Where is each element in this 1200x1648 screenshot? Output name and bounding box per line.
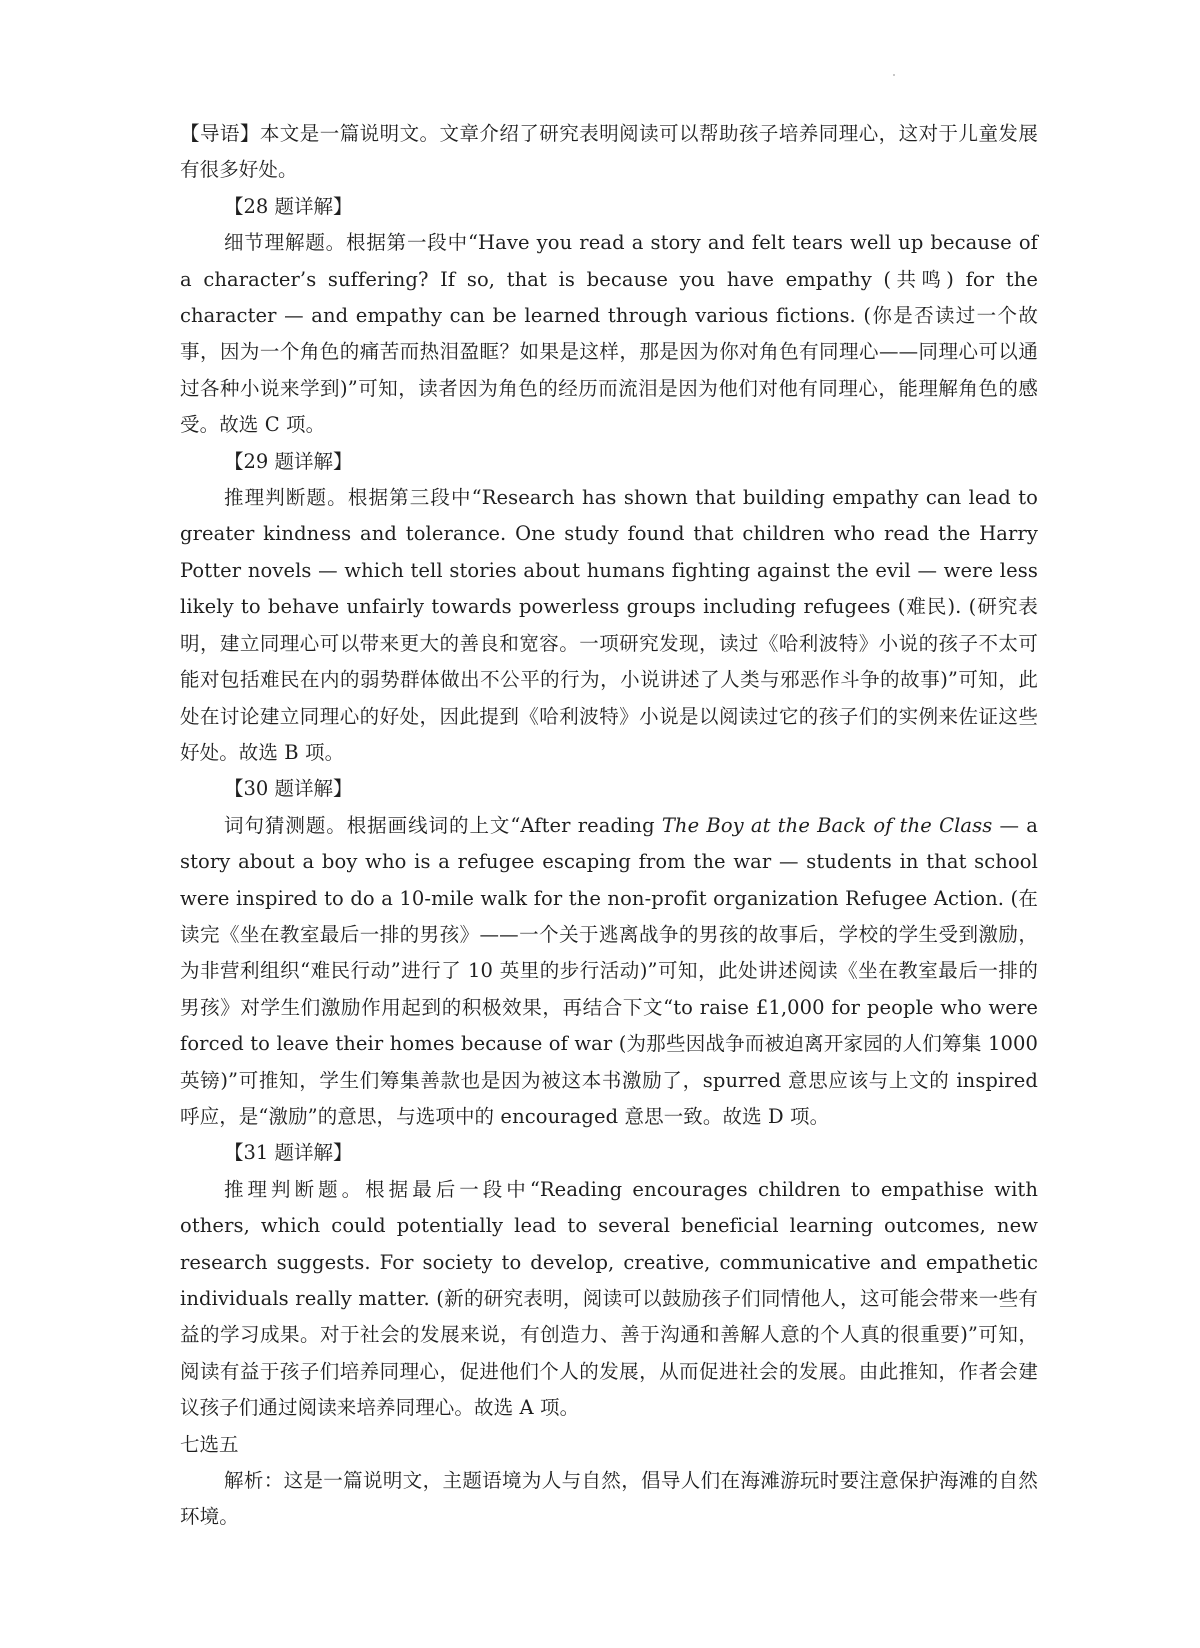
question-31-explanation: 推理判断题。根据最后一段中“Reading encourages children to empathise with others, which could potentially lead to several beneficial learning outcomes, new research suggests. For society to develop, creative, communicative and empathetic individuals really matter. (新的研究表明，阅读可以鼓励孩子们同情他人，这可能会带来一些有益的学习成果。对于社会的发展来说，有创造力、善于沟通和善解人意的个人真的很重要)”可知，阅读有益于孩子们培养同理心，促进他们个人的发展，从而促进社会的发展。由此推知，作者会建议孩子们通过阅读来培养同理心。故选 A 项。 bbox=[180, 1177, 1038, 1420]
scan-speck bbox=[893, 74, 895, 76]
question-28-heading: 【28 题详解】 bbox=[224, 194, 353, 218]
analysis-paragraph: 解析：这是一篇说明文，主题语境为人与自然，倡导人们在海滩游玩时要注意保护海滩的自然环境。 bbox=[180, 1469, 1038, 1529]
book-title: The Boy at the Back of the Class bbox=[661, 813, 993, 837]
question-29-heading: 【29 题详解】 bbox=[224, 449, 353, 473]
question-31-heading: 【31 题详解】 bbox=[224, 1141, 353, 1165]
part-title: 七选五 bbox=[180, 1432, 239, 1456]
intro-paragraph: 【导语】本文是一篇说明文。文章介绍了研究表明阅读可以帮助孩子培养同理心，这对于儿童发展有很多好处。 bbox=[180, 122, 1038, 182]
question-30-heading: 【30 题详解】 bbox=[224, 777, 353, 801]
question-30-text-after: — a story about a boy who is a refugee escaping from the war — students in that school were inspired to do a 10-mile walk for the non-profit organization Refugee Action. (在读完《坐在教室最后一排的男孩》——一个关于逃离战争的男孩的故事后，学校的学生受到激励，为非营利组织“难民行动”进行了 10 英里的步行活动)”可知，此处讲述阅读《坐在教室最后一排的男孩》对学生们激励作用起到的积极效果，再结合下文“to raise £1,000 for people who were forced to leave their homes because of war (为那些因战争而被迫离开家园的人们筹集 1000 英镑)”可推知，学生们筹集善款也是因为被这本书激励了，spurred 意思应该与上文的 inspired 呼应，是“激励”的意思，与选项中的 encouraged 意思一致。故选 D 项。 bbox=[180, 813, 1038, 1128]
question-28-explanation: 细节理解题。根据第一段中“Have you read a story and felt tears well up because of a character’s suffering? If so, that is because you have empathy (共鸣) for the character — and empathy can be learned through various fictions. (你是否读过一个故事，因为一个角色的痛苦而热泪盈眶？如果是这样，那是因为你对角色有同理心——同理心可以通过各种小说来学到)”可知，读者因为角色的经历而流泪是因为他们对他有同理心，能理解角色的感受。故选 C 项。 bbox=[180, 231, 1038, 437]
question-30-explanation bbox=[180, 808, 1038, 1136]
question-30-text-before: 词句猜测题。根据画线词的上文“After reading bbox=[224, 813, 662, 837]
document-page bbox=[180, 116, 1038, 1536]
question-29-explanation: 推理判断题。根据第三段中“Research has shown that building empathy can lead to greater kindness and tolerance. One study found that children who read the Harry Potter novels — which tell stories about humans fighting against the evil — were less likely to behave unfairly towards powerless groups including refugees (难民). (研究表明，建立同理心可以带来更大的善良和宽容。一项研究发现，读过《哈利波特》小说的孩子不太可能对包括难民在内的弱势群体做出不公平的行为，小说讲述了人类与邪恶作斗争的故事)”可知，此处在讨论建立同理心的好处，因此提到《哈利波特》小说是以阅读过它的孩子们的实例来佐证这些好处。故选 B 项。 bbox=[180, 486, 1038, 764]
